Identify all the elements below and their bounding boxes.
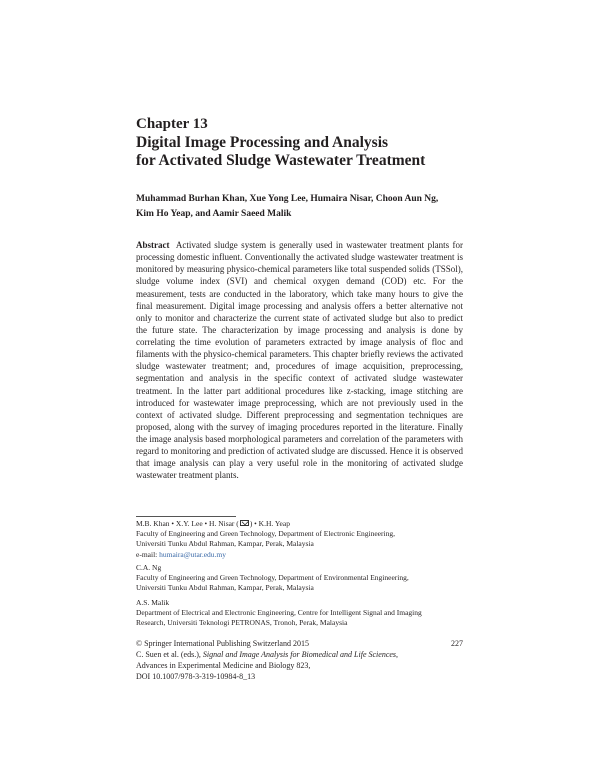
affiliation-university: Universiti Tunku Abdul Rahman, Kampar, Perak, Malaysia	[136, 583, 314, 593]
copyright-line: © Springer International Publishing Switzerland 2015	[136, 639, 309, 648]
author-list	[136, 192, 466, 222]
envelope-icon	[240, 520, 249, 526]
footnote-divider	[136, 516, 236, 517]
affiliation-university: Research, Universiti Teknologi PETRONAS, Tronoh, Perak, Malaysia	[136, 618, 348, 628]
affiliation-email-line: e-mail: humaira@utar.edu.my	[136, 549, 227, 559]
book-title: Signal and Image Analysis for Biomedical and Life Sciences	[202, 650, 397, 659]
page-number: 227	[451, 639, 463, 648]
affiliation-university: Universiti Tunku Abdul Rahman, Kampar, Perak, Malaysia	[136, 539, 314, 549]
author-line-1: Muhammad Burhan Khan, Xue Yong Lee, Humaira Nisar, Choon Aun Ng,	[136, 194, 439, 204]
chapter-label: Chapter 13	[136, 116, 208, 132]
chapter-title-line-1: Digital Image Processing and Analysis	[136, 134, 389, 151]
author-line-2: Kim Ho Yeap, and Aamir Saeed Malik	[136, 209, 292, 219]
chapter-title-line-2: for Activated Sludge Wastewater Treatment	[136, 152, 426, 169]
chapter-title	[136, 134, 466, 170]
affiliation-group-1	[136, 519, 466, 560]
affiliation-department: Faculty of Engineering and Green Technology, Department of Environmental Engineering,	[136, 573, 409, 583]
affiliation-department: Department of Electrical and Electronic Engineering, Centre for Intelligent Signal and Imaging	[136, 608, 422, 618]
abstract-text: Activated sludge system is generally used in wastewater treatment plants for processing domestic influent. Conventionally the activated sludge wastewater treatment is monitored by measuring physico-chemical parameters like total suspended solids (TSSol), sludge volume index (SVI) and chemical oxygen demand (COD) etc. For the measurement, tests are conducted in the laboratory, which take many hours to give the final measurement. Digital image processing and analysis offers a better alternative not only to monitor and characterize the current state of activated sludge but also to predict the future state. The characterization by image processing and analysis is done by correlating the time evolution of parameters extracted by image analysis of floc and filaments with the physico-chemical parameters. This chapter briefly reviews the activated sludge wastewater treatment; and, procedures of image acquisition, preprocessing, segmentation and analysis in the specific context of activated sludge wastewater treatment. In the latter part additional procedures like z-stacking, image stitching are introduced for wastewater image preprocessing, which are not previously used in the context of activated sludge. Different preprocessing and segmentation techniques are proposed, along with the survey of imaging procedures reported in the literature. Finally the image analysis based morphological parameters and correlation of the parameters with regard to monitoring and prediction of activated sludge are discussed. Hence it is observed that image analysis can play a very useful role in the monitoring of activated sludge wastewater treatment plants.	[136, 240, 463, 481]
affiliation-group-3	[136, 598, 466, 629]
affiliation-department: Faculty of Engineering and Green Technology, Department of Electronic Engineering,	[136, 529, 395, 539]
abstract	[136, 239, 463, 482]
affiliation-names: A.S. Malik	[136, 598, 170, 607]
publication-footer	[136, 638, 463, 682]
series-line: Advances in Experimental Medicine and Biology 823,	[136, 661, 311, 670]
email-link[interactable]: humaira@utar.edu.my	[159, 549, 227, 559]
doi-line: DOI 10.1007/978-3-319-10984-8_13	[136, 672, 256, 681]
abstract-label: Abstract	[136, 240, 170, 250]
affiliation-names: C.A. Ng	[136, 563, 162, 572]
affiliation-names: M.B. Khan • X.Y. Lee • H. Nisar ( ) • K.H. Yeap	[136, 519, 290, 528]
citation-line: C. Suen et al. (eds.), Signal and Image Analysis for Biomedical and Life Sciences,	[136, 650, 399, 659]
affiliation-group-2	[136, 563, 466, 594]
